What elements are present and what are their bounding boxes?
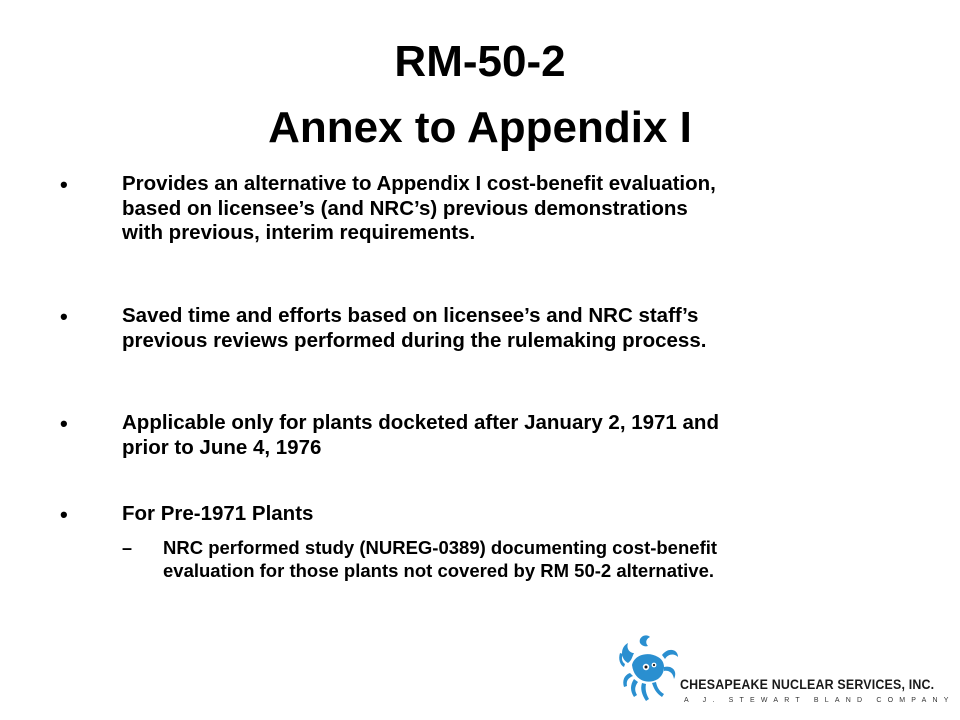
- company-tagline: A J. STEWART BLAND COMPANY: [684, 697, 955, 704]
- slide-subtitle: Annex to Appendix I: [268, 103, 692, 152]
- bullet-text: [122, 304, 922, 353]
- bullet-line: based on licensee’s (and NRC’s) previous demonstrations: [122, 196, 688, 220]
- bullet-marker: •: [60, 172, 68, 197]
- slide-title: RM-50-2: [394, 37, 566, 86]
- bullet-text: [122, 502, 922, 527]
- bullet-line: For Pre-1971 Plants: [122, 502, 314, 525]
- bullet-line: prior to June 4, 1976: [122, 435, 322, 459]
- bullet-line: Saved time and efforts based on licensee’s and NRC staff’s: [122, 304, 699, 327]
- crab-logo-icon: [618, 633, 682, 705]
- sub-bullet-text: [163, 537, 923, 582]
- bullet-line: with previous, interim requirements.: [122, 221, 476, 244]
- bullet-marker: •: [60, 411, 68, 436]
- bullet-text: [122, 172, 922, 246]
- bullet-text: [122, 411, 922, 460]
- sub-bullet-line: NRC performed study (NUREG-0389) documenting cost-benefit: [163, 537, 718, 558]
- bullet-line: previous reviews performed during the rulemaking process.: [122, 328, 707, 352]
- company-name: CHESAPEAKE NUCLEAR SERVICES, INC.: [680, 677, 935, 692]
- bullet-line: Applicable only for plants docketed after January 2, 1971 and: [122, 411, 719, 434]
- bullet-line: Provides an alternative to Appendix I cost-benefit evaluation,: [122, 172, 716, 195]
- sub-bullet-line: evaluation for those plants not covered by RM 50-2 alternative.: [163, 559, 715, 581]
- sub-bullet-marker: –: [122, 538, 133, 558]
- company-logo: [618, 633, 955, 711]
- bullet-marker: •: [60, 502, 68, 527]
- bullet-marker: •: [60, 304, 68, 329]
